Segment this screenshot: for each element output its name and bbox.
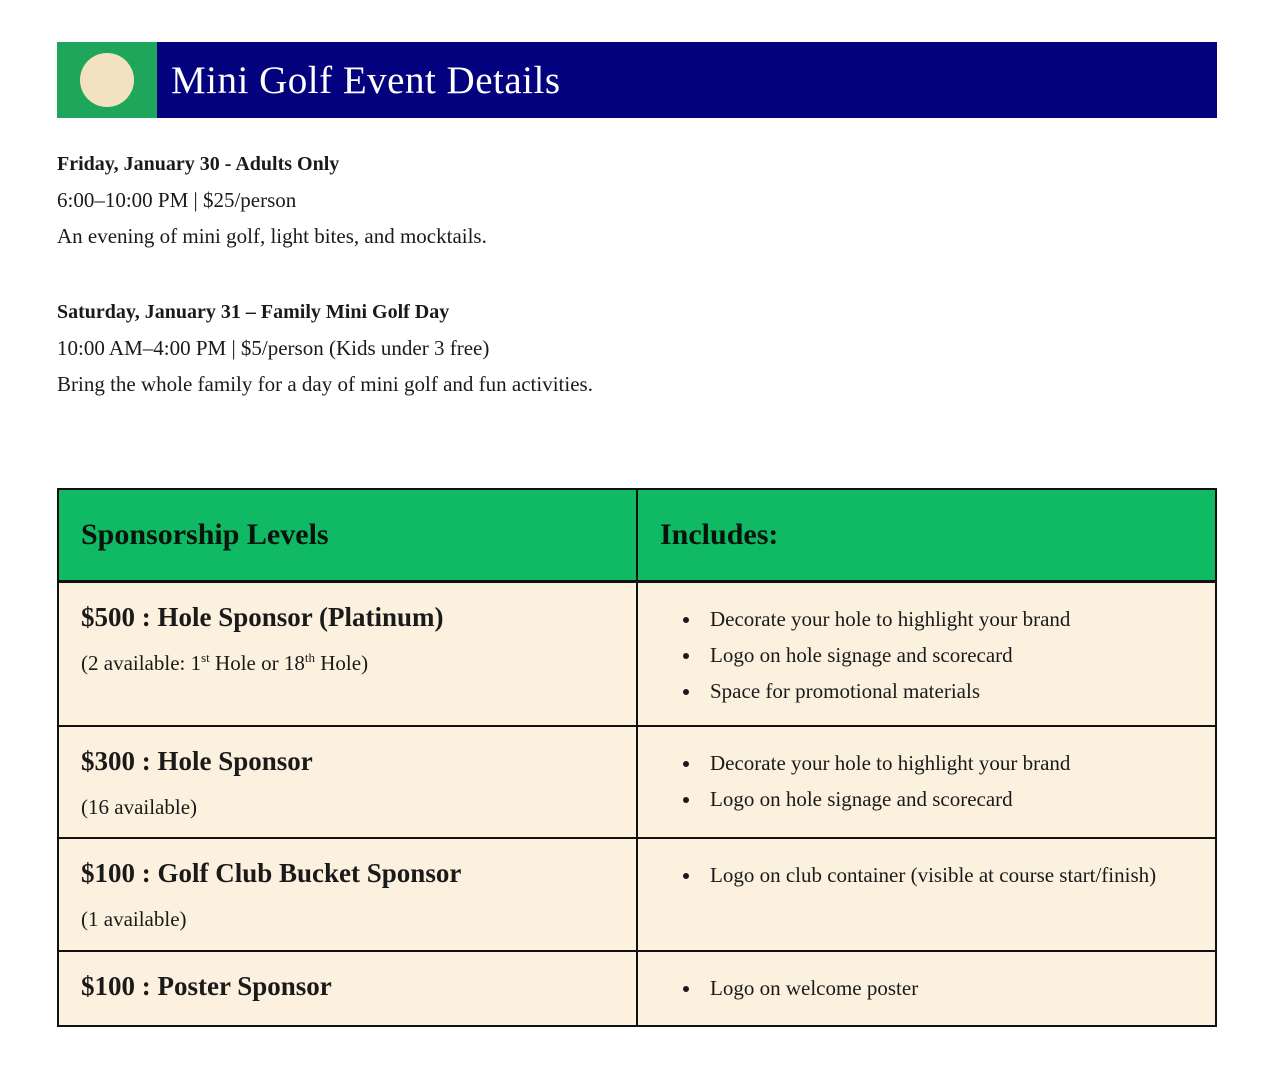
sponsor-level-cell bbox=[58, 581, 637, 726]
sponsor-availability: (1 available) bbox=[81, 907, 187, 932]
sponsorship-table-header bbox=[58, 489, 1216, 581]
header-row bbox=[58, 489, 1216, 581]
golf-ball-icon bbox=[80, 53, 134, 107]
table-row bbox=[58, 838, 1216, 951]
includes-list bbox=[660, 970, 1199, 1006]
content-column bbox=[57, 0, 1217, 1027]
includes-list bbox=[660, 601, 1199, 709]
sponsor-level-title: $100 : Golf Club Bucket Sponsor bbox=[81, 858, 462, 888]
event-title: Saturday, January 31 – Family Mini Golf Day bbox=[57, 301, 450, 323]
event-time-price: 10:00 AM–4:00 PM | $5/person (Kids under 3 free) bbox=[57, 336, 490, 360]
includes-list bbox=[660, 857, 1199, 893]
column-header-levels: Sponsorship Levels bbox=[58, 489, 637, 581]
includes-item: • Logo on welcome poster bbox=[702, 970, 1199, 1006]
event-details-section bbox=[57, 146, 1217, 402]
page-title: Mini Golf Event Details bbox=[171, 58, 561, 102]
includes-cell bbox=[637, 951, 1216, 1026]
event-description: An evening of mini golf, light bites, and mocktails. bbox=[57, 224, 487, 248]
sponsor-level-title: $100 : Poster Sponsor bbox=[81, 971, 332, 1001]
includes-item: • Decorate your hole to highlight your brand bbox=[702, 601, 1199, 637]
includes-cell bbox=[637, 726, 1216, 838]
sponsor-level-cell bbox=[58, 726, 637, 838]
includes-list bbox=[660, 745, 1199, 817]
sponsorship-table bbox=[57, 488, 1217, 1027]
sponsor-level-cell bbox=[58, 951, 637, 1026]
includes-item: • Logo on hole signage and scorecard bbox=[702, 781, 1199, 817]
logo-square bbox=[57, 42, 157, 118]
table-row bbox=[58, 581, 1216, 726]
event-description: Bring the whole family for a day of mini golf and fun activities. bbox=[57, 372, 593, 396]
sponsor-level-cell bbox=[58, 838, 637, 951]
includes-item: • Logo on hole signage and scorecard bbox=[702, 637, 1199, 673]
sponsor-level-title: $300 : Hole Sponsor bbox=[81, 746, 313, 776]
event-block-friday bbox=[57, 146, 1217, 254]
event-title: Friday, January 30 - Adults Only bbox=[57, 153, 340, 175]
sponsorship-table-body bbox=[58, 581, 1216, 1026]
sponsor-availability: (16 available) bbox=[81, 795, 198, 820]
table-row bbox=[58, 951, 1216, 1026]
title-banner bbox=[57, 42, 1217, 118]
includes-cell bbox=[637, 581, 1216, 726]
event-time-price: 6:00–10:00 PM | $25/person bbox=[57, 188, 297, 212]
includes-item: • Space for promotional materials bbox=[702, 673, 1199, 709]
includes-item: • Decorate your hole to highlight your brand bbox=[702, 745, 1199, 781]
includes-cell bbox=[637, 838, 1216, 951]
sponsor-level-title: $500 : Hole Sponsor (Platinum) bbox=[81, 601, 444, 632]
event-block-saturday bbox=[57, 294, 1217, 402]
includes-item: • Logo on club container (visible at course start/finish) bbox=[702, 857, 1199, 893]
sponsor-availability: (2 available: 1st Hole or 18th Hole) bbox=[81, 649, 369, 675]
column-header-includes: Includes: bbox=[637, 489, 1216, 581]
table-row bbox=[58, 726, 1216, 838]
